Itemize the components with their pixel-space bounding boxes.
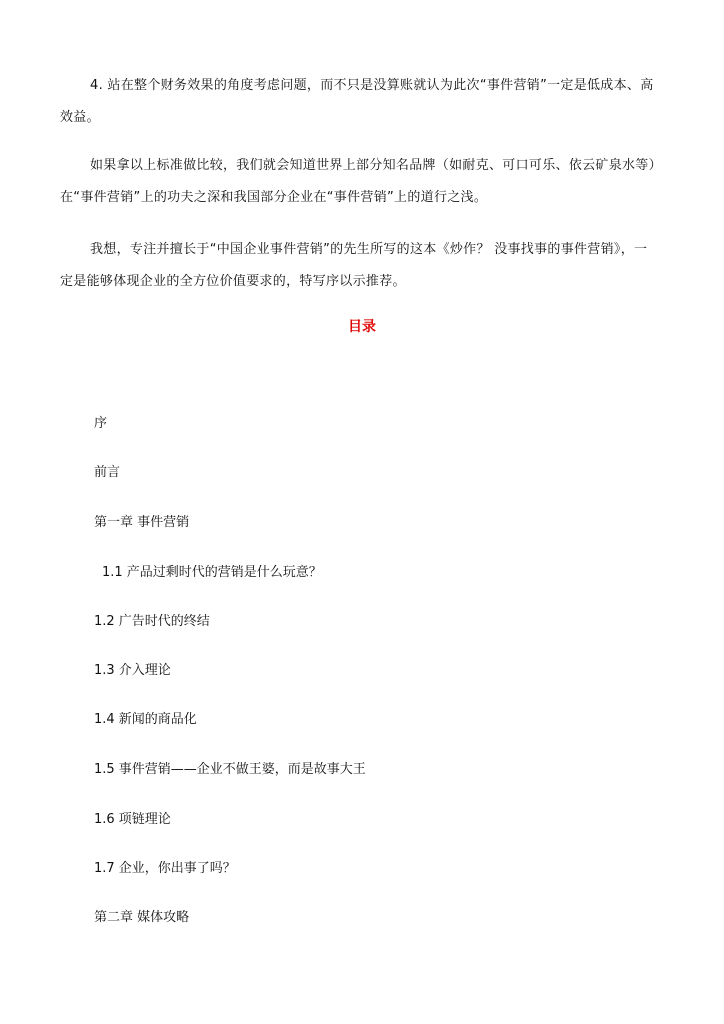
paragraph-brand-comparison: 如果拿以上标准做比较，我们就会知道世界上部分知名品牌（如耐克、可口可乐、依云矿泉水等）在“事件营销”上的功夫之深和我国部分企业在“事件营销”上的道行之浅。 bbox=[60, 158, 656, 205]
toc-item-preface: 序 bbox=[94, 416, 108, 431]
paragraph-recommendation: 我想，专注并擅长于“中国企业事件营销”的先生所写的这本《炒作？ 没事找事的事件营销》，一定是能够体现企业的全方位价值要求的，特写序以示推荐。 bbox=[60, 242, 648, 289]
toc-item-1-5: 1.5 事件营销——企业不做王婆，而是故事大王 bbox=[94, 762, 366, 777]
toc-title: 目录 bbox=[348, 319, 376, 335]
toc-item-1-6: 1.6 项链理论 bbox=[94, 812, 171, 827]
toc-item-1-4: 1.4 新闻的商品化 bbox=[94, 712, 197, 727]
toc-item-1-7: 1.7 企业，你出事了吗？ bbox=[94, 861, 236, 876]
toc-item-1-2: 1.2 广告时代的终结 bbox=[94, 614, 210, 629]
toc-item-chapter-2: 第二章 媒体攻略 bbox=[94, 910, 190, 925]
toc-item-1-3: 1.3 介入理论 bbox=[94, 663, 171, 678]
paragraph-financial-effect: 4. 站在整个财务效果的角度考虑问题，而不只是没算账就认为此次“事件营销”一定是低成本、高效益。 bbox=[60, 78, 654, 125]
toc-item-foreword: 前言 bbox=[94, 465, 121, 480]
toc-item-chapter-1: 第一章 事件营销 bbox=[94, 515, 190, 530]
toc-item-1-1: 1.1 产品过剩时代的营销是什么玩意？ bbox=[102, 565, 322, 580]
